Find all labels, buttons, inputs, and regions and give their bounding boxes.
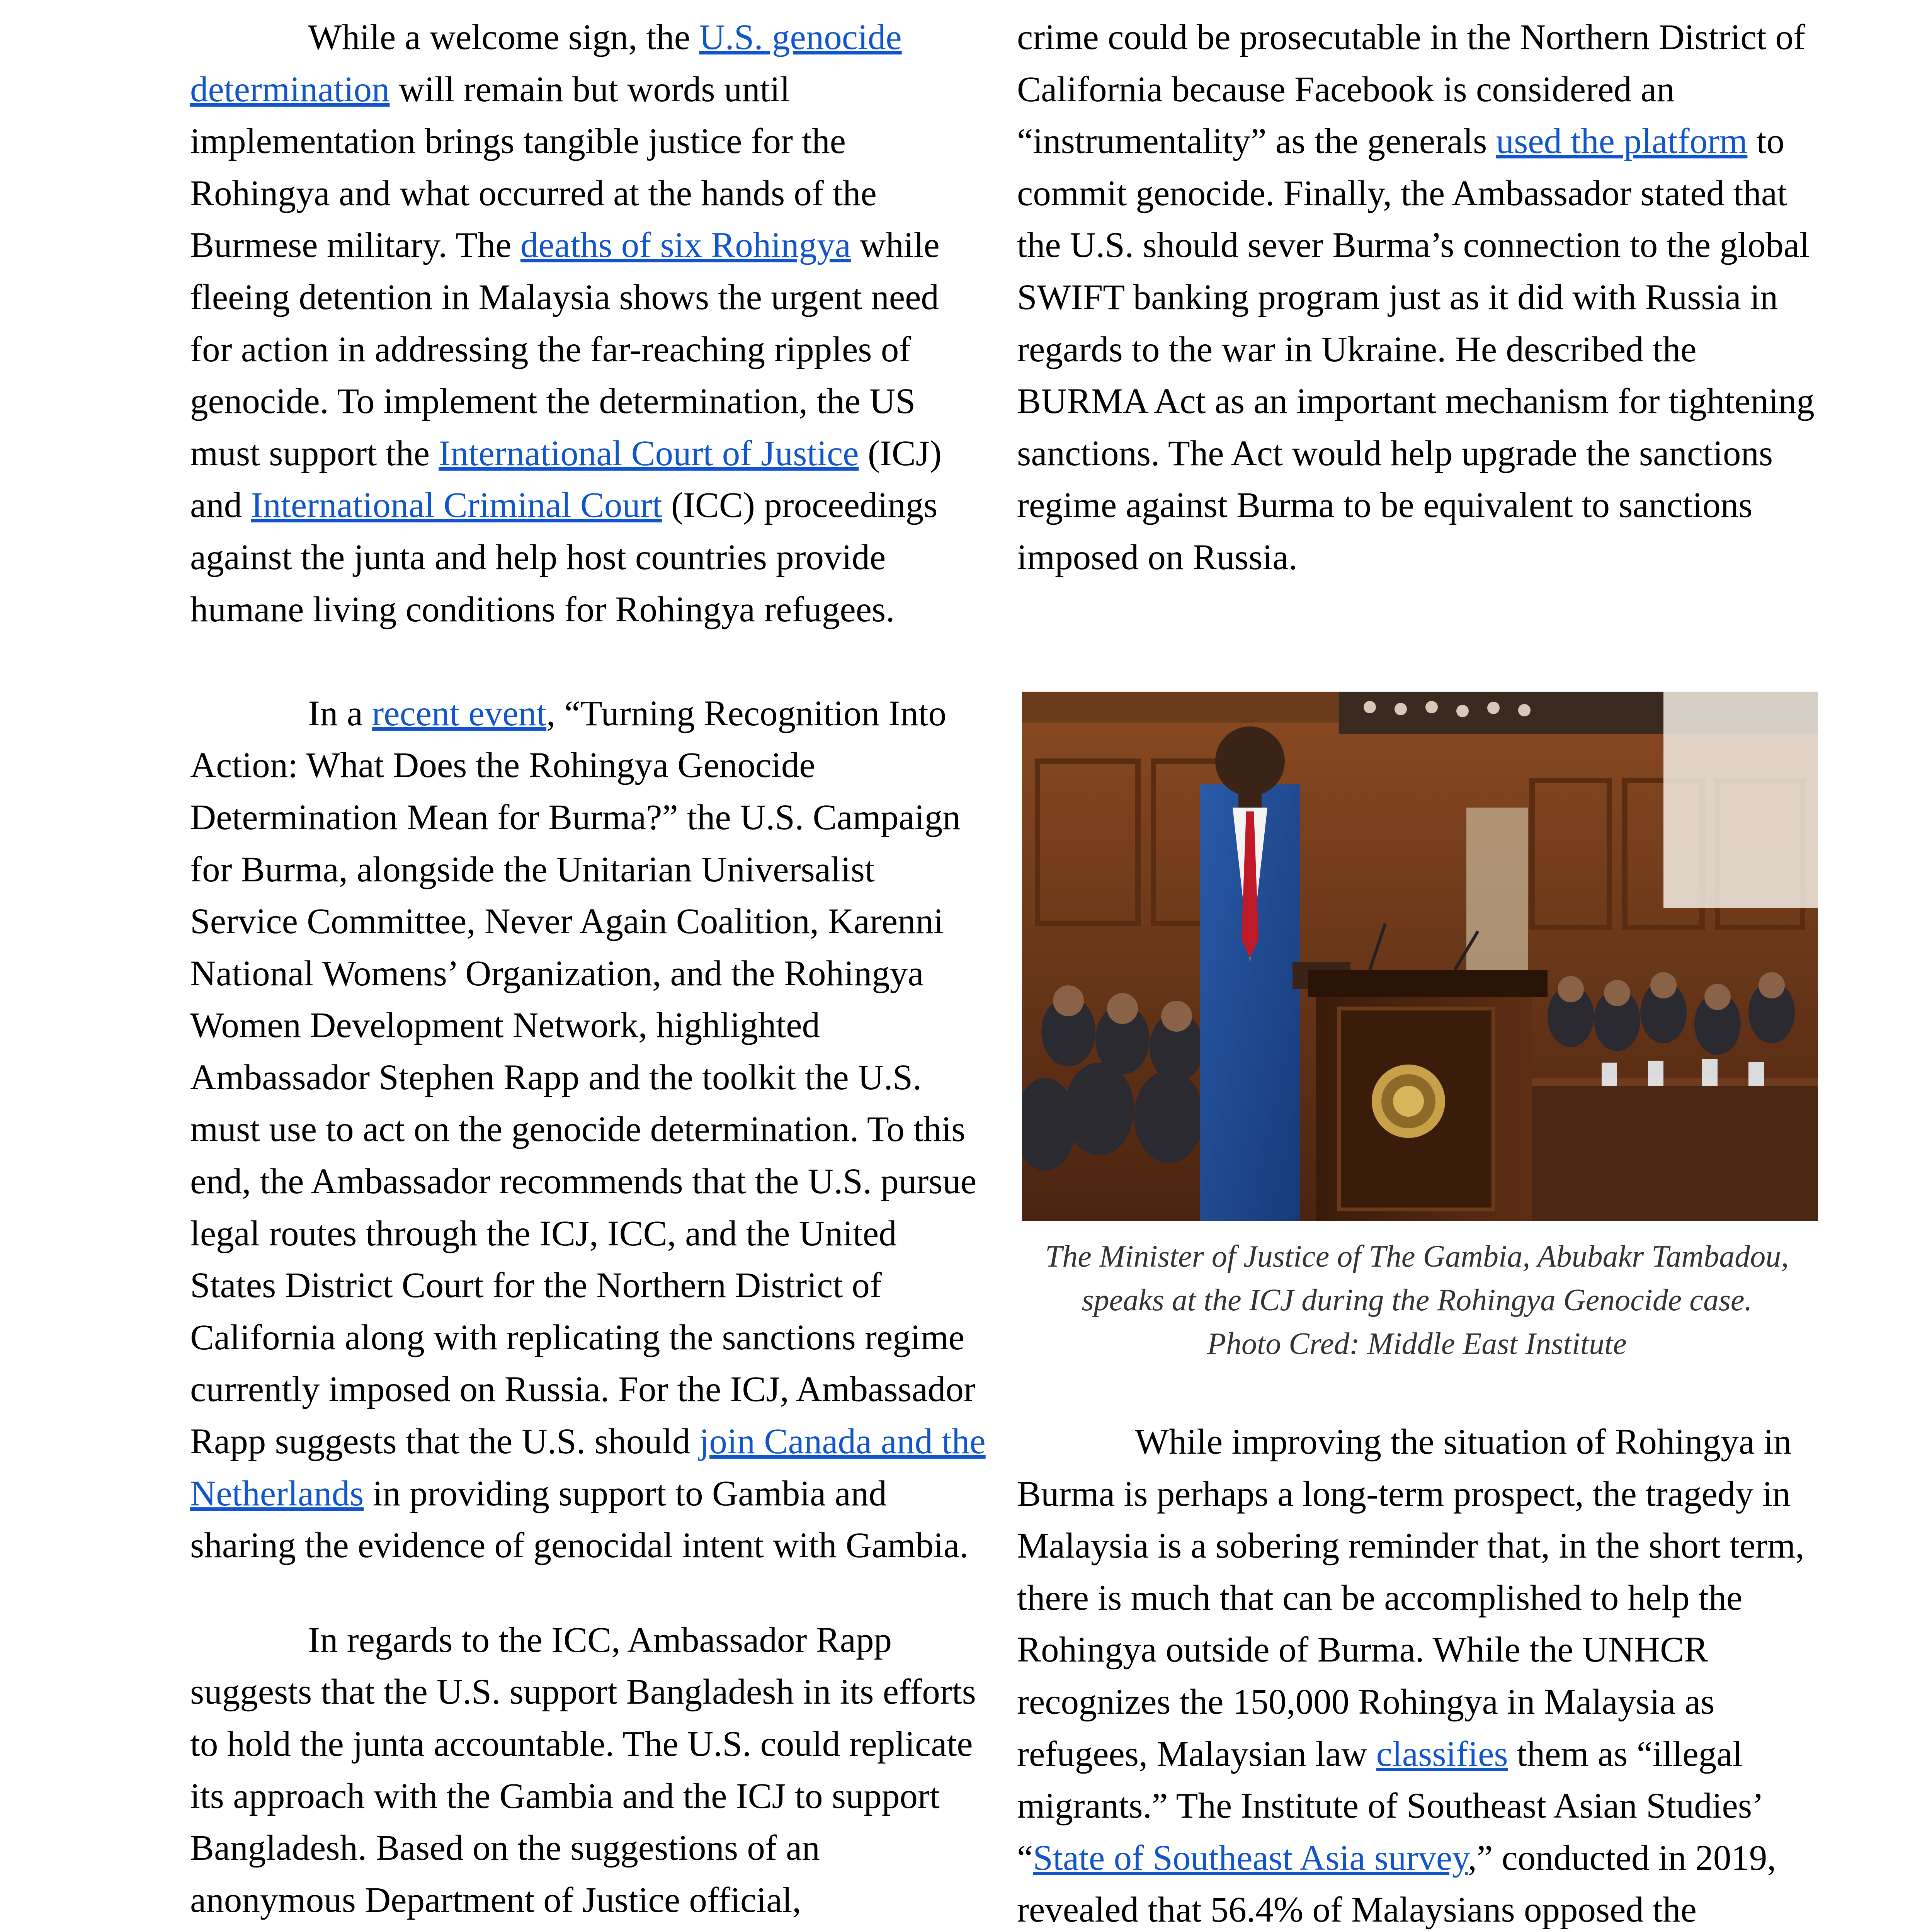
paragraph-icc: In regards to the ICC, Ambassador Rapp suggests that the U.S. support Bangladesh in its efforts to hold the junta accountable. The U.S. could replicate its approach with the Gambia and the ICJ to support Bangladesh. Based on the suggestions of an anonymous Department of Justice official, <box>190 1620 976 1920</box>
link-join-canada-and-netherlands[interactable]: join Canada and the Netherlands <box>190 1422 986 1514</box>
right-column-top <box>1017 12 1817 584</box>
icj-courtroom-photo <box>1022 692 1818 1221</box>
link-classifies[interactable]: classifies <box>1376 1734 1508 1774</box>
paragraph-malaysia: While improving the situation of Rohingya in Burma is perhaps a long-term prospect, the tragedy in Malaysia is a sobering reminder that, in the short term, there is much that can be accomplished to help the Rohingya outside of Burma. While the UNHCR recognizes the 150,000 Rohingya in Malaysia as refugees, Malaysian law classifies them as “illegal migrants.” The Institute of Southeast Asian Studies’ “State of Southeast Asia survey,” conducted in 2019, revealed that 56.4% of Malaysians opposed the <box>1017 1422 1804 1930</box>
link-us-genocide-determination[interactable]: U.S. genocide determination <box>190 17 902 109</box>
link-international-court-of-justice[interactable]: International Court of Justice <box>439 433 859 473</box>
link-deaths-of-six-rohingya[interactable]: deaths of six Rohingya <box>520 225 851 265</box>
paragraph-genocide-determination: While a welcome sign, the U.S. genocide determination will remain but words until implementation brings tangible justice for the Rohingya and what occurred at the hands of the Burmese military. The deaths of six Rohingya while fleeing detention in Malaysia shows the urgent need for action in addressing the far-reaching ripples of genocide. To implement the determination, the US must support the International Court of Justice (ICJ) and International Criminal Court (ICC) proceedings against the junta and help host countries provide humane living conditions for Rohingya refugees. <box>190 17 942 629</box>
photo-caption: The Minister of Justice of The Gambia, Abubakr Tambadou, speaks at the ICJ during the Rohingya Genocide case. Photo Cred: Middle East Institute <box>1045 1240 1789 1361</box>
paragraph-recent-event: In a recent event, “Turning Recognition Into Action: What Does the Rohingya Genocide Determination Mean for Burma?” the U.S. Campaign for Burma, alongside the Unitarian Universalist Service Committee, Never Again Coalition, Karenni National Womens’ Organization, and the Rohingya Women Development Network, highlighted Ambassador Stephen Rapp and the toolkit the U.S. must use to act on the genocide determination. To this end, the Ambassador recommends that the U.S. pursue legal routes through the ICJ, ICC, and the United States District Court for the Northern District of California along with replicating the sanctions regime currently imposed on Russia. For the ICJ, Ambassador Rapp suggests that the U.S. should join Canada and the Netherlands in providing support to Gambia and sharing the evidence of genocidal intent with Gambia. <box>190 693 986 1566</box>
courtroom-illustration <box>1022 692 1818 1221</box>
link-international-criminal-court[interactable]: International Criminal Court <box>251 485 662 526</box>
link-used-the-platform[interactable]: used the platform <box>1496 121 1748 162</box>
left-column <box>190 12 986 1932</box>
link-recent-event[interactable]: recent event <box>372 693 547 733</box>
paragraph-northern-district: crime could be prosecutable in the Northern District of California because Facebook is considered an “instrumentality” as the generals used the platform to commit genocide. Finally, the Ambassador stated that the U.S. should sever Burma’s connection to the global SWIFT banking program just as it did with Russia in regards to the war in Ukraine. He described the BURMA Act as an important mechanism for tightening sanctions. The Act would help upgrade the sanctions regime against Burma to be equivalent to sanctions imposed on Russia. <box>1017 17 1815 577</box>
link-state-of-southeast-asia-survey[interactable]: State of Southeast Asia survey <box>1033 1838 1468 1878</box>
right-column-bottom <box>1017 1416 1817 1932</box>
